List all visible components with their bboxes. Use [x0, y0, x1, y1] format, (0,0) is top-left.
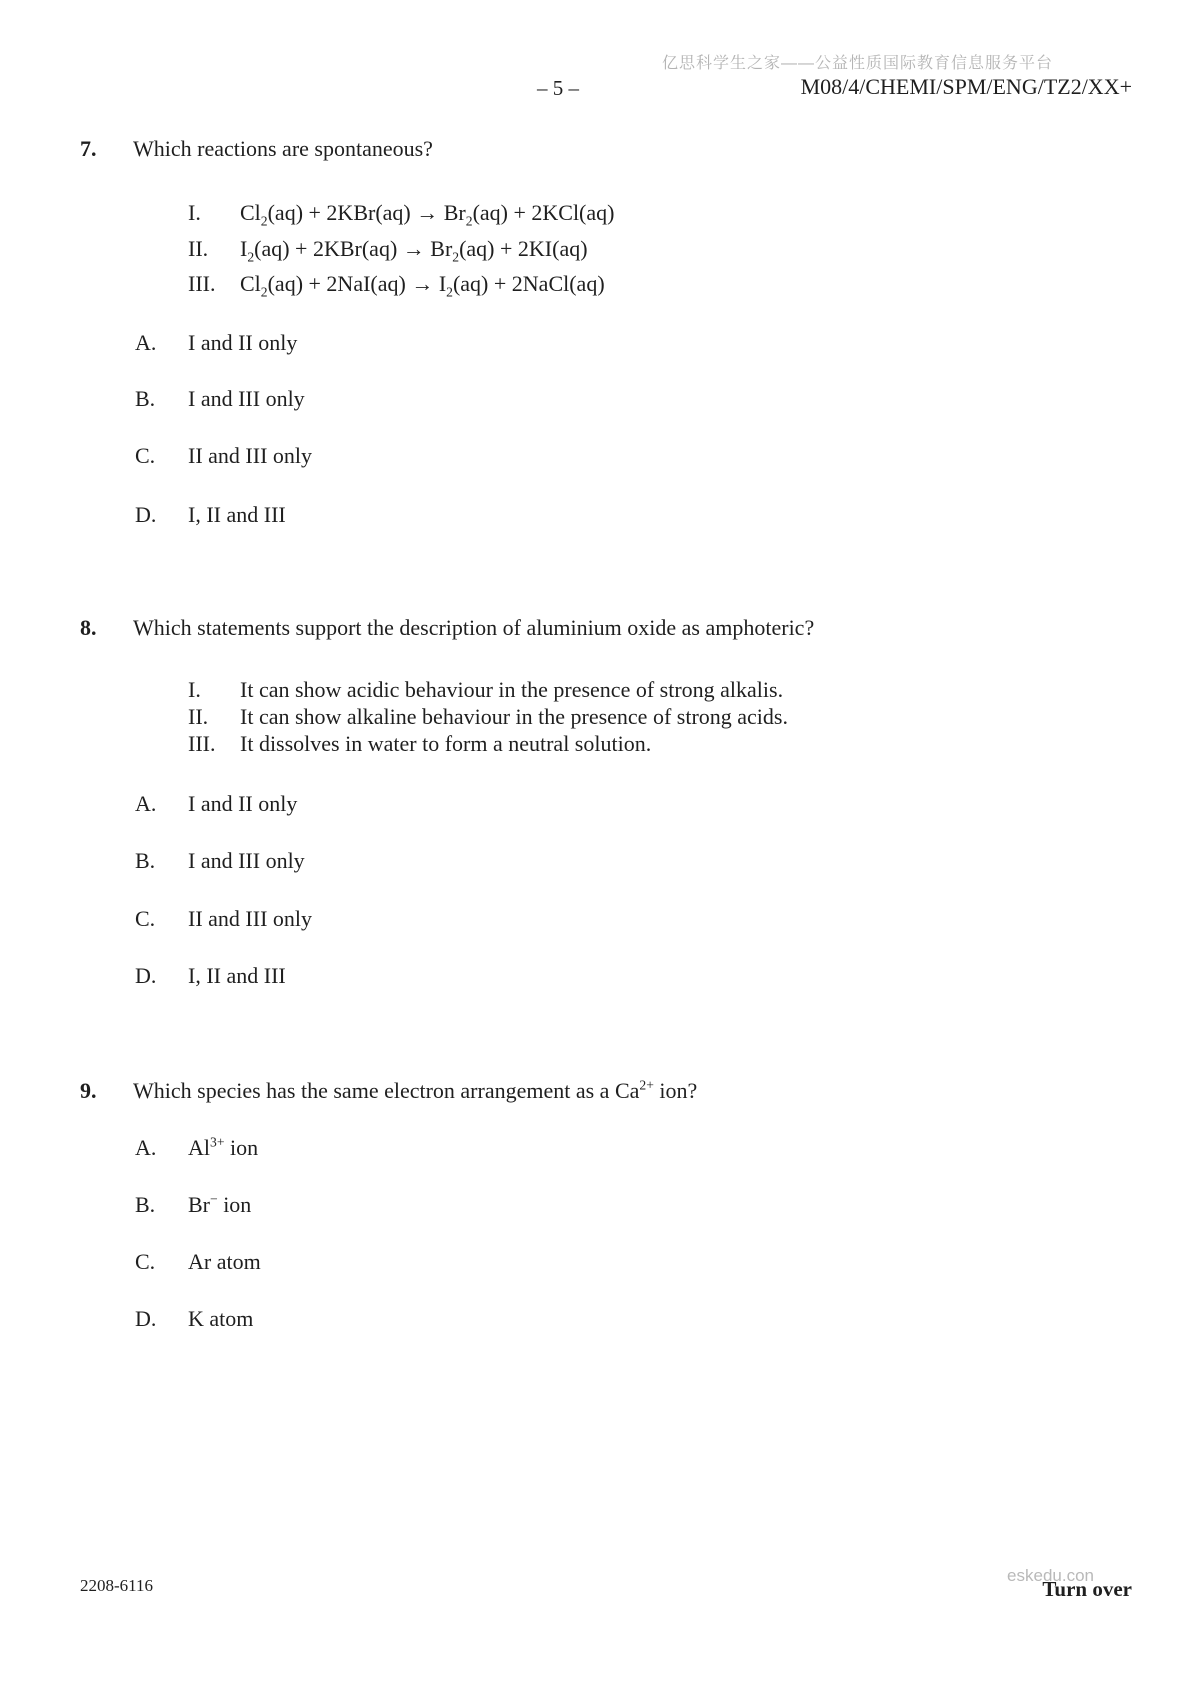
item-numeral: II. — [188, 704, 209, 729]
question-8 — [80, 615, 814, 641]
question-7-option-d — [135, 502, 286, 528]
header-watermark: 亿思科学生之家——公益性质国际教育信息服务平台 — [661, 55, 1053, 72]
option-letter: D. — [135, 963, 157, 988]
page-number: – 5 – — [537, 76, 579, 100]
option-text: I, II and III — [188, 502, 286, 527]
option-letter: B. — [135, 386, 156, 411]
option-letter: D. — [135, 1306, 157, 1331]
option-text: $Al^{3+}$ ion — [188, 1134, 259, 1160]
option-text: K atom — [188, 1306, 254, 1331]
option-text: I and III only — [188, 848, 305, 873]
paper-code: M08/4/CHEMI/SPM/ENG/TZ2/XX+ — [800, 74, 1132, 99]
option-letter: A. — [135, 1135, 157, 1160]
footer-watermark: eskedu.con — [1007, 1566, 1094, 1585]
question-8-option-b — [135, 848, 305, 874]
option-text: II and III only — [188, 443, 313, 468]
option-text: Ar atom — [188, 1249, 261, 1274]
question-7-option-a — [135, 330, 297, 356]
item-numeral: III. — [188, 271, 216, 296]
question-8-item-3 — [188, 731, 651, 757]
option-text: II and III only — [188, 906, 313, 931]
option-letter: C. — [135, 443, 156, 468]
option-letter: D. — [135, 502, 157, 527]
question-8-item-1 — [188, 677, 783, 703]
option-letter: C. — [135, 1249, 156, 1274]
item-text: It can show alkaline behaviour in the presence of strong acids. — [240, 704, 788, 729]
turn-over-label: Turn over — [1042, 1577, 1132, 1601]
question-8-item-2 — [188, 704, 788, 730]
option-text: I, II and III — [188, 963, 286, 988]
question-7-item-3 — [188, 271, 605, 300]
question-7-option-c — [135, 443, 312, 469]
item-numeral: II. — [188, 236, 209, 261]
item-numeral: III. — [188, 731, 216, 756]
item-text: $Cl_2(aq) + 2NaI(aq) \to I_2(aq)$ + 2NaCl(aq) — [240, 271, 605, 300]
item-text: It dissolves in water to form a neutral solution. — [240, 731, 652, 756]
question-9-number: 9. — [80, 1078, 97, 1103]
question-8-option-c — [135, 906, 312, 932]
question-9-text: Which species has the same electron arrangement as a $Ca^{2+}$ ion? — [133, 1077, 698, 1103]
option-text: I and II only — [188, 791, 298, 816]
question-7-number: 7. — [80, 136, 97, 161]
question-7-item-2 — [188, 236, 588, 265]
item-text: $I_2(aq) + 2KBr(aq) \to Br_2(aq) + 2KI(aq)$ — [240, 236, 588, 265]
question-8-option-a — [135, 791, 297, 817]
question-7 — [80, 136, 433, 162]
footer-document-code: 2208-6116 — [80, 1576, 154, 1595]
question-7-text: Which reactions are spontaneous? — [133, 136, 433, 161]
question-9-option-a — [135, 1135, 258, 1161]
question-9-option-c — [135, 1249, 261, 1275]
question-8-text: Which statements support the description of aluminium oxide as amphoteric? — [133, 615, 815, 640]
option-text: I and III only — [188, 386, 305, 411]
option-letter: C. — [135, 906, 156, 931]
question-7-item-1 — [188, 200, 615, 229]
item-numeral: I. — [188, 200, 201, 225]
option-text: Br− ion — [188, 1191, 252, 1217]
option-text: I and II only — [188, 330, 298, 355]
question-9-option-b — [135, 1192, 251, 1218]
question-8-number: 8. — [80, 615, 97, 640]
item-text: It can show acidic behaviour in the presence of strong alkalis. — [240, 677, 784, 702]
option-letter: B. — [135, 1192, 156, 1217]
question-9-option-d — [135, 1306, 253, 1332]
option-letter: A. — [135, 330, 157, 355]
option-letter: B. — [135, 848, 156, 873]
question-7-option-b — [135, 386, 305, 412]
item-numeral: I. — [188, 677, 201, 702]
question-8-option-d — [135, 963, 286, 989]
option-letter: A. — [135, 791, 157, 816]
item-text: $Cl_2(aq) + 2KBr(aq) \to Br_2(aq) + 2KCl(aq)$ — [240, 200, 615, 229]
question-9 — [80, 1078, 697, 1104]
